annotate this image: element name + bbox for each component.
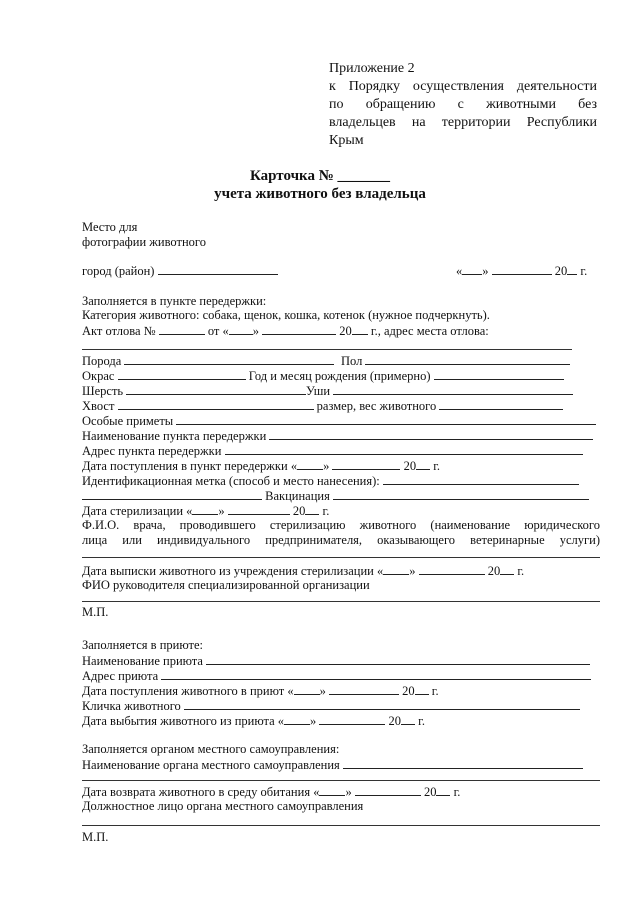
breed-field xyxy=(82,353,334,369)
annex-line-1: Приложение 2 xyxy=(329,61,415,76)
shelter-arrival-g: г. xyxy=(431,684,439,698)
point-address-label: Адрес пункта передержки xyxy=(82,444,222,458)
shelter-name-blank[interactable] xyxy=(206,653,590,665)
shelter-address-blank[interactable] xyxy=(161,668,591,680)
point-address-field xyxy=(82,443,583,459)
act-label: Акт отлова № xyxy=(82,324,156,338)
nickname-blank[interactable] xyxy=(184,698,580,710)
gov-name-blank[interactable] xyxy=(343,757,583,769)
ears-field xyxy=(306,383,573,399)
ster-g: г. xyxy=(322,504,330,518)
vet-rule[interactable] xyxy=(82,557,600,558)
shelter-arrival-label: Дата поступления животного в приют « xyxy=(82,684,294,698)
date-close-quote: » xyxy=(482,264,489,278)
point-name-label: Наименование пункта передержки xyxy=(82,429,267,443)
act-place-label: г., адрес места отлова: xyxy=(370,324,489,338)
official-rule[interactable] xyxy=(82,825,600,826)
sterilization-field: Дата стерилизации « » 20 г. xyxy=(82,504,330,518)
day-blank[interactable] xyxy=(462,263,482,275)
birth-blank[interactable] xyxy=(434,368,564,380)
shelter-arrival-day-blank[interactable] xyxy=(294,683,320,695)
arrival-day-blank[interactable] xyxy=(297,458,323,470)
discharge-year-blank[interactable] xyxy=(500,563,514,575)
return-month-blank[interactable] xyxy=(355,784,421,796)
head-label: ФИО руководителя специализированной организации xyxy=(82,578,370,592)
color-label: Окрас xyxy=(82,369,115,383)
shelter-name-label: Наименование приюта xyxy=(82,654,203,668)
fur-blank[interactable] xyxy=(126,383,306,395)
marks-label: Особые приметы xyxy=(82,414,174,428)
ears-blank[interactable] xyxy=(333,383,573,395)
sex-label: Пол xyxy=(341,354,363,368)
color-blank[interactable] xyxy=(118,368,246,380)
nickname-label: Кличка животного xyxy=(82,699,181,713)
tail-field xyxy=(82,398,563,414)
stamp-2: М.П. xyxy=(82,830,109,844)
leave-year-blank[interactable] xyxy=(401,713,415,725)
nickname-field xyxy=(82,698,580,714)
return-day-blank[interactable] xyxy=(319,784,345,796)
act-year: 20 xyxy=(339,324,352,338)
arrival-month-blank[interactable] xyxy=(332,458,400,470)
birth-label: Год и месяц рождения (примерно) xyxy=(248,369,431,383)
shelter-arrival-year-blank[interactable] xyxy=(415,683,429,695)
fur-label: Шерсть xyxy=(82,384,124,398)
return-year-blank[interactable] xyxy=(436,784,450,796)
shelter-heading: Заполняется в приюте: xyxy=(82,638,203,652)
id-mark-field xyxy=(82,473,579,489)
discharge-label: Дата выписки животного из учреждения стерилизации « xyxy=(82,564,384,578)
card-subtitle: учета животного без владельца xyxy=(214,186,426,202)
color-field xyxy=(82,368,564,384)
arrival-g: г. xyxy=(433,459,441,473)
return-year: 20 xyxy=(423,785,437,799)
arrival-label: Дата поступления в пункт передержки « xyxy=(82,459,298,473)
act-line: Акт отлова № от « » 20 г., адрес места отлова: xyxy=(82,324,489,338)
year-blank[interactable] xyxy=(567,263,577,275)
discharge-day-blank[interactable] xyxy=(383,563,409,575)
arrival-year-blank[interactable] xyxy=(416,458,430,470)
act-place-rule[interactable] xyxy=(82,349,572,350)
shelter-arrival-field: Дата поступления животного в приют « » 20 г. xyxy=(82,684,439,698)
act-from: от « xyxy=(207,324,229,338)
discharge-month-blank[interactable] xyxy=(419,563,485,575)
city-blank[interactable] xyxy=(158,263,278,275)
vet-line-2: лица или индивидуального предпринимателя, оказывающего ветеринарные услуги) xyxy=(82,533,600,547)
shelter-arrival-month-blank[interactable] xyxy=(329,683,399,695)
point-address-blank[interactable] xyxy=(225,443,583,455)
fur-field xyxy=(82,383,306,399)
id-mark-blank[interactable] xyxy=(383,473,579,485)
year-prefix: 20 xyxy=(554,264,568,278)
leave-year: 20 xyxy=(388,714,402,728)
discharge-field: Дата выписки животного из учреждения стерилизации « » 20 г. xyxy=(82,564,525,578)
return-field: Дата возврата животного в среду обитания « » 20 г. xyxy=(82,785,461,799)
ster-year: 20 xyxy=(292,504,306,518)
annex-line-2: к Порядку осуществления деятельности xyxy=(329,79,597,94)
annex-header xyxy=(329,60,597,150)
act-month-blank[interactable] xyxy=(262,323,336,335)
annex-line-3: по обращению с животными без xyxy=(329,97,597,112)
act-year-blank[interactable] xyxy=(352,323,368,335)
id-mark-label: Идентификационная метка (способ и место нанесения): xyxy=(82,474,380,488)
return-label: Дата возврата животного в среду обитания « xyxy=(82,785,320,799)
city-label: город (район) xyxy=(82,264,155,278)
month-blank[interactable] xyxy=(492,263,552,275)
sex-blank[interactable] xyxy=(365,353,570,365)
marks-field xyxy=(82,413,596,429)
point-name-field xyxy=(82,428,593,444)
return-g: г. xyxy=(453,785,461,799)
stamp-1: М.П. xyxy=(82,605,109,619)
leave-month-blank[interactable] xyxy=(319,713,385,725)
leave-label: Дата выбытия животного из приюта « xyxy=(82,714,285,728)
ears-label: Уши xyxy=(306,384,331,398)
vaccination-pre-blank[interactable] xyxy=(82,488,262,500)
sterilization-label: Дата стерилизации « xyxy=(82,504,193,518)
discharge-year: 20 xyxy=(487,564,501,578)
vaccination-label: Вакцинация xyxy=(265,489,330,503)
sex-field xyxy=(341,353,570,369)
shelter-address-label: Адрес приюта xyxy=(82,669,159,683)
vaccination-blank[interactable] xyxy=(333,488,589,500)
breed-label: Порода xyxy=(82,354,122,368)
date-field xyxy=(456,263,587,279)
card-title: Карточка № _______ xyxy=(249,168,391,184)
shelter-arrival-year: 20 xyxy=(402,684,415,698)
vaccination-field xyxy=(82,488,589,504)
leave-day-blank[interactable] xyxy=(284,713,310,725)
gov-name-field xyxy=(82,757,583,773)
tail-label: Хвост xyxy=(82,399,115,413)
tail-blank[interactable] xyxy=(118,398,314,410)
leave-g: г. xyxy=(418,714,426,728)
marks-blank[interactable] xyxy=(176,413,596,425)
arrival-year: 20 xyxy=(403,459,417,473)
head-rule[interactable] xyxy=(82,601,600,602)
temp-heading: Заполняется в пункте передержки: xyxy=(82,294,267,308)
gov-name-rule[interactable] xyxy=(82,780,600,781)
discharge-g: г. xyxy=(517,564,525,578)
photo-label-2: фотографии животного xyxy=(82,235,206,249)
gov-name-label: Наименование органа местного самоуправления xyxy=(82,758,340,772)
size-blank[interactable] xyxy=(439,398,563,410)
shelter-name-field xyxy=(82,653,590,669)
act-day-blank[interactable] xyxy=(229,323,253,335)
breed-blank[interactable] xyxy=(124,353,334,365)
year-suffix: г. xyxy=(580,264,588,278)
ster-month-blank[interactable] xyxy=(228,503,290,515)
vet-line-1: Ф.И.О. врача, проводившего стерилизацию животного (наименование юридического xyxy=(82,518,600,532)
official-label: Должностное лицо органа местного самоуправления xyxy=(82,799,364,813)
category-line: Категория животного: собака, щенок, кошка, котенок (нужное подчеркнуть). xyxy=(82,308,490,322)
city-field xyxy=(82,263,278,279)
arrival-field: Дата поступления в пункт передержки « » 20 г. xyxy=(82,459,441,473)
gov-heading: Заполняется органом местного самоуправления: xyxy=(82,742,340,756)
ster-day-blank[interactable] xyxy=(192,503,218,515)
photo-label-1: Место для xyxy=(82,220,138,234)
point-name-blank[interactable] xyxy=(269,428,593,440)
annex-line-4: владельцев на территории Республики xyxy=(329,115,597,130)
date-open-quote: « xyxy=(456,264,463,278)
ster-year-blank[interactable] xyxy=(305,503,319,515)
size-label: размер, вес животного xyxy=(316,399,437,413)
act-number-blank[interactable] xyxy=(159,323,205,335)
shelter-address-field xyxy=(82,668,591,684)
annex-line-5: Крым xyxy=(329,133,364,148)
leave-field: Дата выбытия животного из приюта « » 20 г. xyxy=(82,714,426,728)
